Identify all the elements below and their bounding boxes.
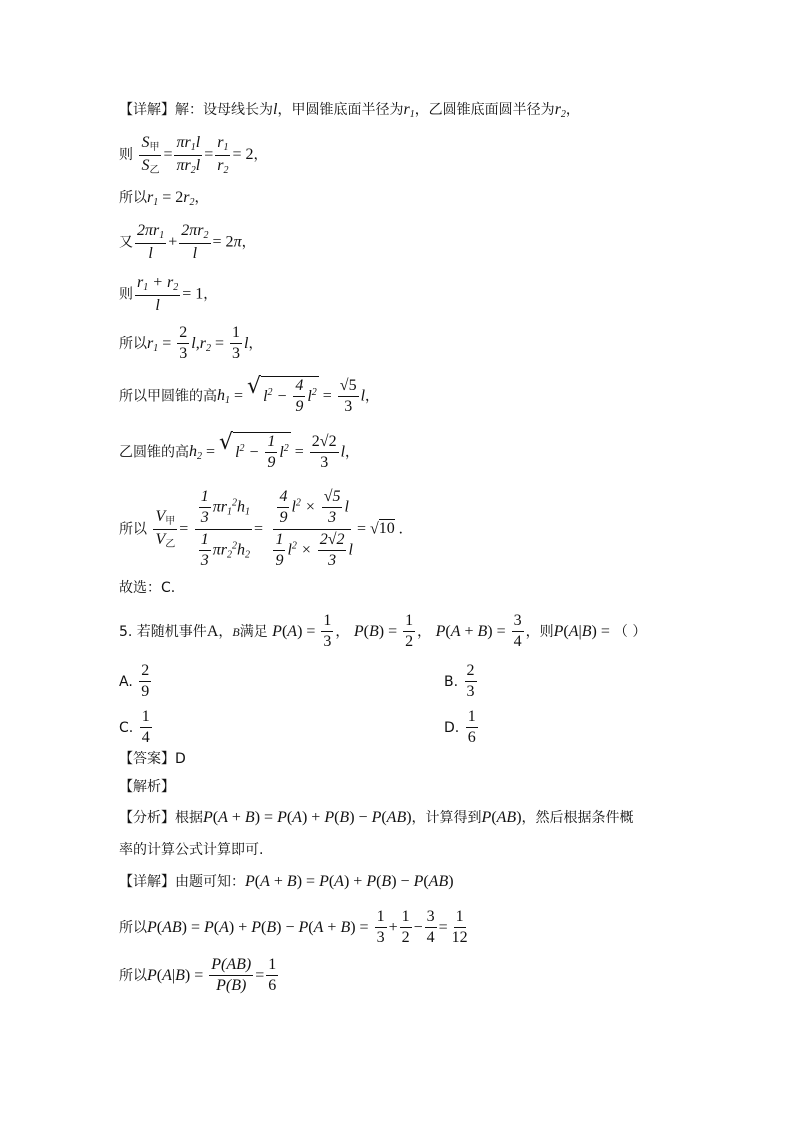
choose-line: 故选：C. (119, 580, 176, 596)
analysis-heading: 【解析】 (119, 779, 175, 795)
radius-solution-line: 所以$r_1$ = $\frac{2}{3}$ $l,r_2$ = $\frac{1}{3}$ l， (119, 324, 263, 363)
area-ratio-line: 则 $\frac{S_甲}{S_乙}$ = $\frac{\pi r_1l}{\pi r_2l}$ = $\frac{r_1}{r_2}$ = 2， (119, 134, 268, 176)
circumference-line: 又 $\frac{2\pi r_1}{l}$ + $\frac{2\pi r_2}{l}$ = 2π， (119, 222, 256, 262)
detail-2-line-1: 【详解】由题可知：P(A + B) = P(A) + P(B) − P(AB) (119, 873, 454, 890)
detail-line-1: 【详解】解：设母线长为l，甲圆锥底面半径为$r_1$，乙圆锥底面圆半径为$r_2$， (119, 101, 580, 120)
sum-ratio-line: 则 $\frac{r_1 + r_2}{l}$ = 1， (119, 274, 218, 314)
detail-2-line-3: 所以P(A|B) = $\frac{P(AB)}{P(B)}$ = $\frac{1}{6}$ (119, 956, 277, 995)
option-a: A. $\frac{2}{9}$ (119, 662, 150, 701)
option-d: D. $\frac{1}{6}$ (444, 708, 476, 747)
analysis-line-2: 率的计算公式计算即可. (119, 842, 264, 858)
analysis-line-1: 【分析】根据P(A + B) = P(A) + P(B) − P(AB)，计算得到P(AB)，然后根据条件概 (119, 809, 634, 826)
answer-label: 【答案】D (119, 751, 186, 767)
height-yi-line: 乙圆锥的高$h_2$ = √ $l^2$ − $\frac{1}{9}$ $l^2$ = $\frac{2√2}{3}$ l， (119, 430, 360, 472)
option-c: C. $\frac{1}{4}$ (119, 708, 150, 747)
r-relation-line: 所以$r_1 = 2r_2$， (119, 189, 209, 208)
detail-label: 【详解】 (119, 102, 175, 118)
detail-2-line-2: 所以P(AB) = P(A) + P(B) − P(A + B) = $\frac{1}{3}$ + $\frac{1}{2}$ − $\frac{3}{4}$ = $\frac{1}{12}$ (119, 908, 468, 947)
option-b: B. $\frac{2}{3}$ (444, 662, 475, 701)
volume-ratio-line: 所以 $\frac{V_甲}{V_乙}$ = $\frac{1}{3}$ $\pi r_1^2h_1$ $\frac{1}{3}$ $\pi r_2^2h_2$ = $\frac{4}{9}$ $l^2$ × $\frac{√5}{3}$ l $\frac{1}{9}$ $l^2$ × $\frac{2√2}{3}$ l = √10 . (119, 488, 403, 570)
height-jia-line: 所以甲圆锥的高$h_1$ = √ $l^2$ − $\frac{4}{9}$ $l^2$ = $\frac{√5}{3}$ l， (119, 374, 380, 416)
question-5: 5. 若随机事件A，B满足 P(A) = $\frac{1}{3}$ ， P(B) = $\frac{1}{2}$ ， P(A + B) = $\frac{3}{4}$ ，则P(A|B) = （ ） (119, 612, 647, 651)
